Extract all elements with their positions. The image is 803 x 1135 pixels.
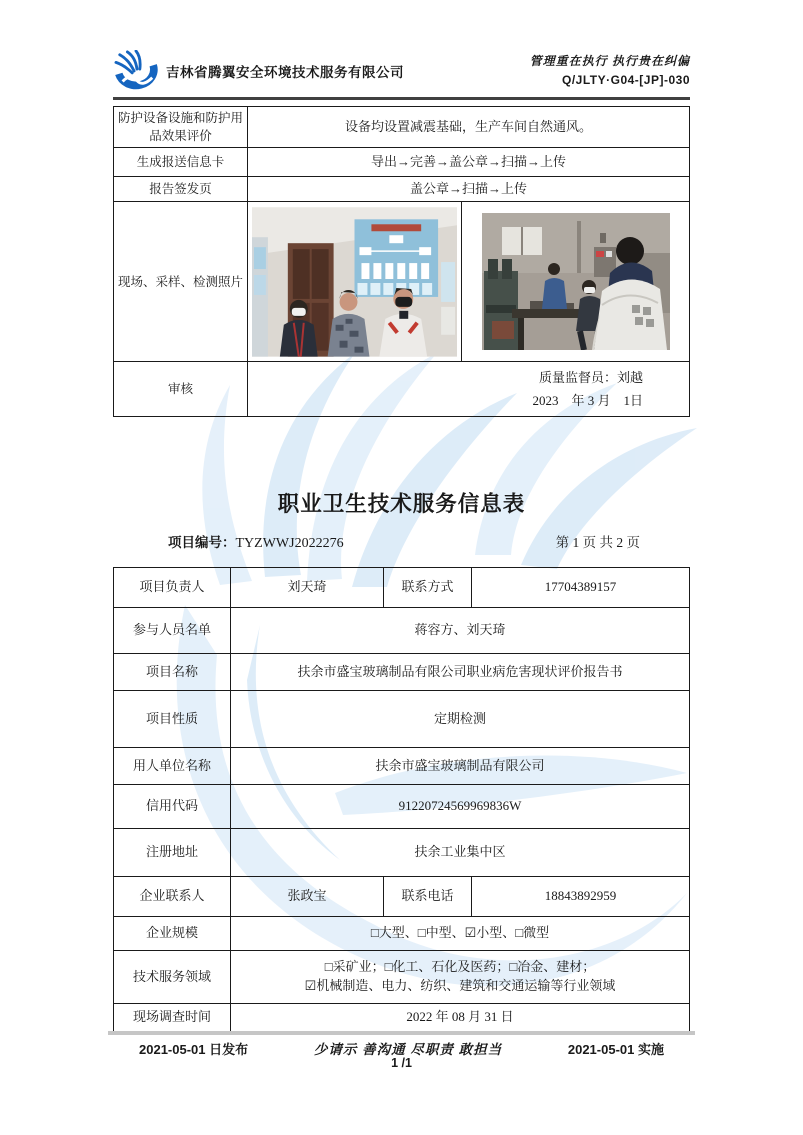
table-row xyxy=(114,607,689,653)
company-name: 吉林省腾翼安全环境技术服务有限公司 xyxy=(166,65,404,80)
table-row xyxy=(114,176,689,201)
row-label: 项目名称 xyxy=(145,663,198,679)
service-domain-line1: □采矿业；□化工、石化及医药；□冶金、建材； xyxy=(324,959,596,975)
cell-value: 扶余工业集中区 xyxy=(230,829,689,876)
cell-value: 91220724569969836W xyxy=(230,785,689,828)
row-label: 用人单位名称 xyxy=(132,757,211,773)
row-label: 项目负责人 xyxy=(139,579,205,595)
table-row xyxy=(114,107,689,147)
row-label: 企业规模 xyxy=(145,925,198,941)
cell-value: 17704389157 xyxy=(471,568,689,607)
photo-cell-right xyxy=(461,202,689,361)
workshop-detection-photo xyxy=(482,213,670,350)
cell-value: 刘天琦 xyxy=(230,568,383,607)
footer-line xyxy=(113,1038,690,1058)
cell-value: 扶余市盛宝玻璃制品有限公司 xyxy=(230,748,689,784)
page-count: 第 1 页 共 2 页 xyxy=(555,535,640,550)
project-number xyxy=(168,531,344,552)
photos-row xyxy=(114,201,689,361)
table-row xyxy=(114,147,689,176)
service-domain-line2: ☑机械制造、电力、纺织、建筑和交通运输等行业领域 xyxy=(304,978,616,993)
row-label: 技术服务领域 xyxy=(132,968,211,984)
photo-cell-left xyxy=(247,202,461,361)
row-label: 参与人员名单 xyxy=(132,622,211,638)
row-label: 现场调查时间 xyxy=(132,1009,211,1025)
row-label: 注册地址 xyxy=(145,844,198,860)
cell-key: 联系方式 xyxy=(383,568,471,607)
row-value: 设备均设置减震基础，生产车间自然通风。 xyxy=(247,107,689,147)
table-row xyxy=(114,784,689,828)
release-date: 2021-05-01 日发布 xyxy=(139,1042,249,1057)
table-row xyxy=(114,916,689,950)
cell-value: 蒋容方、刘天琦 xyxy=(230,608,689,653)
project-number-label: 项目编号： xyxy=(168,535,236,550)
page-header xyxy=(113,50,690,92)
review-date: 2023 年 3 月 1日 xyxy=(532,393,643,409)
table-row xyxy=(114,653,689,690)
review-supervisor: 质量监督员：刘越 xyxy=(538,369,643,385)
row-label: 审核 xyxy=(167,382,193,397)
row-label: 信用代码 xyxy=(145,798,198,814)
footer-rule xyxy=(108,1031,695,1035)
footer-motto: 少请示 善沟通 尽职责 敢担当 xyxy=(313,1042,503,1057)
table-row xyxy=(114,568,689,607)
review-row xyxy=(114,361,689,416)
meta-line xyxy=(113,531,690,552)
table-row xyxy=(114,1003,689,1031)
info-table xyxy=(113,567,690,1032)
review-table xyxy=(113,106,690,417)
row-value: 盖公章→扫描→上传 xyxy=(247,177,689,201)
footer-page-number: 1 /1 xyxy=(391,1056,412,1070)
review-content xyxy=(247,362,689,416)
table-row xyxy=(114,690,689,747)
cell-value: 定期检测 xyxy=(230,691,689,747)
row-label: 企业联系人 xyxy=(139,888,205,904)
row-value: 导出→完善→盖公章→扫描→上传 xyxy=(247,148,689,176)
page-title: 职业卫生技术服务信息表 xyxy=(277,492,526,516)
table-row xyxy=(114,950,689,1003)
header-brand xyxy=(113,50,404,92)
row-label: 报告签发页 xyxy=(149,182,212,197)
row-label: 项目性质 xyxy=(145,710,198,726)
cell-value: 18843892959 xyxy=(471,877,689,916)
cell-value: 扶余市盛宝玻璃制品有限公司职业病危害现状评价报告书 xyxy=(230,654,689,690)
project-number-value: TYZWWJ2022276 xyxy=(235,536,344,551)
cell-value-checkboxes xyxy=(230,951,689,1003)
table-row xyxy=(114,828,689,876)
table-row xyxy=(114,747,689,784)
header-slogan: 管理重在执行 执行贵在纠偏 xyxy=(529,54,690,69)
company-logo-icon xyxy=(113,50,159,92)
cell-key: 联系电话 xyxy=(383,877,471,916)
site-group-photo xyxy=(252,207,457,357)
document-code: Q/JLTY·G04-[JP]-030 xyxy=(562,73,690,87)
header-rule xyxy=(113,97,690,100)
row-label: 防护设备设施和防护用品效果评价 xyxy=(118,111,244,144)
table-row xyxy=(114,876,689,916)
header-right xyxy=(530,52,690,89)
cell-value: 2022 年 08 月 31 日 xyxy=(230,1004,689,1031)
implement-date: 2021-05-01 实施 xyxy=(567,1042,664,1057)
cell-value-checkboxes: □大型、□中型、☑小型、□微型 xyxy=(230,917,689,950)
row-label: 现场、采样、检测照片 xyxy=(118,274,244,289)
cell-value: 张政宝 xyxy=(230,877,383,916)
row-label: 生成报送信息卡 xyxy=(136,155,225,170)
